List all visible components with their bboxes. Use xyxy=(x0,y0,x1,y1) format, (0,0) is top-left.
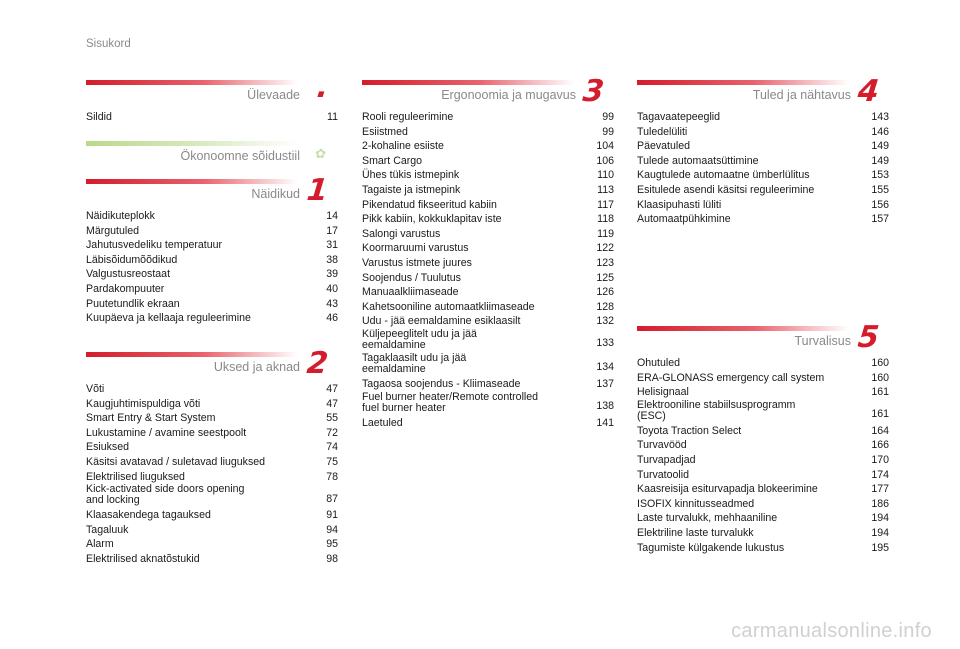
entry-title: Tuledelüliti xyxy=(637,125,688,138)
toc-entry[interactable] xyxy=(362,256,614,271)
page-number: 11 xyxy=(327,111,338,123)
section-rule xyxy=(86,179,298,184)
entry-title: Automaatpühkimine xyxy=(637,213,731,226)
entry-title: Tagumiste külgakende lukustus xyxy=(637,541,785,554)
page-number: 46 xyxy=(326,312,338,325)
toc-entry[interactable] xyxy=(86,484,338,506)
page-number: 122 xyxy=(596,242,614,255)
toc-entry[interactable] xyxy=(86,224,338,239)
entry-title: Kaugtulede automaatne ümberlülitus xyxy=(637,169,810,182)
entry-title: Smart Cargo xyxy=(362,154,423,167)
section-title: Uksed ja aknad xyxy=(213,360,300,374)
section-title: Ergonoomia ja mugavus xyxy=(441,88,576,102)
toc-entry[interactable] xyxy=(362,353,614,375)
toc-entry[interactable] xyxy=(86,440,338,455)
toc-entry[interactable] xyxy=(637,139,889,154)
toc-entry[interactable] xyxy=(637,154,889,169)
entry-title: Manuaalkliimaseade xyxy=(362,286,459,299)
entry-title: Valgustusreostaat xyxy=(86,268,171,281)
toc-entry[interactable] xyxy=(362,110,614,125)
entry-list xyxy=(86,209,338,326)
page-number: 153 xyxy=(871,169,889,182)
page-number: 72 xyxy=(326,426,338,439)
toc-entry[interactable] xyxy=(362,285,614,300)
page-number: 134 xyxy=(596,361,614,374)
page-number: 166 xyxy=(871,439,889,452)
entry-title: Ühes tükis istmepink xyxy=(362,169,460,182)
toc-entry[interactable] xyxy=(637,125,889,140)
section-header xyxy=(86,346,338,382)
entry-title: Esiistmed xyxy=(362,125,408,138)
page-number: 149 xyxy=(871,154,889,167)
entry-title: Päevatuled xyxy=(637,140,691,153)
entry-title: Tagaluuk xyxy=(86,523,129,536)
section-rule xyxy=(637,80,849,85)
page-number: 161 xyxy=(871,386,889,399)
entry-title: Tagaiste ja istmepink xyxy=(362,183,461,196)
section-rule xyxy=(637,326,849,331)
page-number: 43 xyxy=(326,297,338,310)
toc-entry[interactable] xyxy=(637,400,889,422)
entry-title: Toyota Traction Select xyxy=(637,424,742,437)
entry-title: Laste turvalukk, mehhaaniline xyxy=(637,512,778,525)
entry-title: Laetuled xyxy=(362,416,403,429)
entry-title: Varustus istmete juures xyxy=(362,256,472,269)
page-number: 160 xyxy=(871,371,889,384)
entry-title: Elektrilised aknatõstukid xyxy=(86,552,200,565)
section-header xyxy=(86,70,338,110)
page-number: 174 xyxy=(871,468,889,481)
page-number: 195 xyxy=(871,541,889,554)
toc-entry[interactable] xyxy=(362,300,614,315)
toc-entry[interactable] xyxy=(362,154,614,169)
page-number: 47 xyxy=(326,397,338,410)
section-rule xyxy=(86,141,298,146)
page-number: 160 xyxy=(871,357,889,369)
toc-entry[interactable] xyxy=(86,238,338,253)
page-number: 87 xyxy=(326,492,338,505)
entry-title: Pardakompuuter xyxy=(86,282,165,295)
page-number: 149 xyxy=(871,140,889,153)
leaf-icon: ✿ xyxy=(314,147,327,162)
page-number: 177 xyxy=(871,483,889,496)
toc-entry[interactable] xyxy=(86,411,338,426)
toc-entry[interactable] xyxy=(637,371,889,386)
page-number: 137 xyxy=(596,377,614,390)
entry-title: Kick-activated side doors opening and locking xyxy=(86,483,245,507)
section-header xyxy=(637,320,889,356)
toc-entry[interactable] xyxy=(362,198,614,213)
section-title: Ökonoomne sõidustiil xyxy=(180,149,300,163)
toc-entry[interactable] xyxy=(362,416,614,431)
section-access xyxy=(86,346,338,567)
toc-entry[interactable] xyxy=(637,424,889,439)
toc-entry[interactable] xyxy=(637,198,889,213)
section-header xyxy=(362,74,614,110)
page-number: 155 xyxy=(871,183,889,196)
toc-entry[interactable] xyxy=(362,125,614,140)
section-header xyxy=(86,173,338,209)
entry-title: Märgutuled xyxy=(86,224,139,237)
page-number: 128 xyxy=(596,300,614,313)
page-number: 133 xyxy=(596,337,614,350)
toc-entry[interactable] xyxy=(362,392,614,414)
entry-title: Jahutusvedeliku temperatuur xyxy=(86,239,223,252)
page-number: 78 xyxy=(326,470,338,483)
toc-entry[interactable] xyxy=(362,227,614,242)
entry-title: Helisignaal xyxy=(637,386,689,399)
page-number: 186 xyxy=(871,497,889,510)
page-number: 164 xyxy=(871,424,889,437)
entry-title: Turvapadjad xyxy=(637,453,696,466)
entry-title: ISOFIX kinnitusseadmed xyxy=(637,497,755,510)
section-number: 5 xyxy=(856,320,881,355)
entry-title: Soojendus / Tuulutus xyxy=(362,271,461,284)
entry-title: Rooli reguleerimine xyxy=(362,111,454,123)
toc-entry[interactable] xyxy=(637,526,889,541)
page-number: 74 xyxy=(326,441,338,454)
entry-title: Pikendatud fikseeritud kabiin xyxy=(362,198,497,211)
toc-entry[interactable] xyxy=(637,497,889,512)
entry-title: Fuel burner heater/Remote controlled fuel burner heater xyxy=(362,390,539,414)
toc-entry[interactable] xyxy=(637,468,889,483)
page-number: 39 xyxy=(326,268,338,281)
entry-title: Pikk kabiin, kokkuklapitav iste xyxy=(362,213,502,226)
toc-entry[interactable] xyxy=(362,271,614,286)
toc-entry[interactable] xyxy=(637,541,889,556)
toc-entry[interactable] xyxy=(86,267,338,282)
entry-title: Kuupäeva ja kellaaja reguleerimine xyxy=(86,312,251,325)
toc-entry[interactable] xyxy=(86,455,338,470)
entry-title: Ohutuled xyxy=(637,357,680,369)
toc-entry[interactable] xyxy=(362,329,614,351)
entry-title: Sildid xyxy=(86,111,112,123)
page-number: 143 xyxy=(871,111,889,123)
section-number: 2 xyxy=(305,346,330,381)
entry-title: Kaasreisija esiturvapadja blokeerimine xyxy=(637,483,818,496)
section-number: 1 xyxy=(305,173,330,208)
page-number: 141 xyxy=(596,416,614,429)
entry-title: Klaasipuhasti lüliti xyxy=(637,198,722,211)
toc-entry[interactable] xyxy=(86,110,338,125)
page-number: 17 xyxy=(326,224,338,237)
entry-title: Tulede automaatsüttimine xyxy=(637,154,759,167)
entry-title: Esitulede asendi käsitsi reguleerimine xyxy=(637,183,815,196)
section-safety xyxy=(637,320,889,555)
toc-entry[interactable] xyxy=(637,385,889,400)
entry-title: Salongi varustus xyxy=(362,227,441,240)
watermark: carmanualsonline.info xyxy=(731,620,932,642)
entry-title: Kaugjuhtimispuldiga võti xyxy=(86,397,201,410)
toc-entry[interactable] xyxy=(637,168,889,183)
page-number: 132 xyxy=(596,315,614,328)
toc-entry[interactable] xyxy=(637,511,889,526)
page-number: 75 xyxy=(326,455,338,468)
section-header xyxy=(637,74,889,110)
toc-entry[interactable] xyxy=(637,356,889,371)
page-number: 104 xyxy=(596,140,614,153)
toc-entry[interactable] xyxy=(86,282,338,297)
entry-title: Koormaruumi varustus xyxy=(362,242,469,255)
page-number: 146 xyxy=(871,125,889,138)
page-number: 55 xyxy=(326,412,338,425)
toc-entry[interactable] xyxy=(86,523,338,538)
page-number: 157 xyxy=(871,213,889,226)
toc-entry[interactable] xyxy=(86,552,338,567)
toc-entry[interactable] xyxy=(86,397,338,412)
entry-title: Udu - jää eemaldamine esiklaasilt xyxy=(362,315,521,328)
entry-title: Elektrilised liuguksed xyxy=(86,470,185,483)
page-number: 125 xyxy=(596,271,614,284)
page-number: 117 xyxy=(597,198,614,211)
toc-entry[interactable] xyxy=(637,482,889,497)
entry-title: Puutetundlik ekraan xyxy=(86,297,180,310)
page-number: 138 xyxy=(596,399,614,412)
section-instruments xyxy=(86,173,338,326)
toc-entry[interactable] xyxy=(637,438,889,453)
section-title: Turvalisus xyxy=(794,334,851,348)
entry-title: Kahetsooniline automaatkliimaseade xyxy=(362,300,535,313)
toc-entry[interactable] xyxy=(86,508,338,523)
entry-title: Esiuksed xyxy=(86,441,129,454)
section-title: Tuled ja nähtavus xyxy=(752,88,851,102)
toc-entry[interactable] xyxy=(86,537,338,552)
toc-entry[interactable] xyxy=(86,297,338,312)
entry-title: Turvavööd xyxy=(637,439,687,452)
entry-title: Elektrooniline stabiilsusprogramm (ESC) xyxy=(637,398,796,422)
page-number: 47 xyxy=(326,383,338,395)
page-number: 99 xyxy=(602,111,614,123)
entry-title: Näidikuteplokk xyxy=(86,210,155,222)
entry-list xyxy=(362,110,614,430)
page-number: 40 xyxy=(326,282,338,295)
entry-title: Küljepeeglitelt udu ja jää eemaldamine xyxy=(362,327,477,351)
toc-entry[interactable] xyxy=(637,110,889,125)
page-number: 126 xyxy=(596,286,614,299)
page-number: 118 xyxy=(597,213,614,226)
section-title: Näidikud xyxy=(251,187,300,201)
entry-title: Klaasakendega tagauksed xyxy=(86,509,211,522)
page-number: 14 xyxy=(326,210,338,222)
toc-entry[interactable] xyxy=(362,314,614,329)
section-number: 3 xyxy=(581,74,606,109)
entry-list xyxy=(86,382,338,567)
toc-entry[interactable] xyxy=(86,470,338,485)
toc-entry[interactable] xyxy=(362,139,614,154)
page-number: 119 xyxy=(597,227,614,240)
page-header: Sisukord xyxy=(86,38,131,50)
entry-title: Tagaosa soojendus - Kliimaseade xyxy=(362,377,521,390)
section-rule xyxy=(86,352,298,357)
section-header xyxy=(86,141,338,171)
toc-entry[interactable] xyxy=(86,253,338,268)
entry-list xyxy=(637,356,889,555)
page-number: 123 xyxy=(596,256,614,269)
toc-entry[interactable] xyxy=(86,311,338,326)
section-rule xyxy=(362,80,574,85)
entry-title: Läbisõidumõõdikud xyxy=(86,253,178,266)
toc-entry[interactable] xyxy=(362,212,614,227)
entry-title: Lukustamine / avamine seestpoolt xyxy=(86,426,247,439)
entry-title: Elektriline laste turvalukk xyxy=(637,526,754,539)
page-number: 194 xyxy=(871,512,889,525)
toc-entry[interactable] xyxy=(86,382,338,397)
page-number: 95 xyxy=(326,538,338,551)
toc-entry[interactable] xyxy=(362,241,614,256)
toc-entry[interactable] xyxy=(637,212,889,227)
page-number: 156 xyxy=(871,198,889,211)
toc-entry[interactable] xyxy=(637,183,889,198)
entry-title: Tagaklaasilt udu ja jää eemaldamine xyxy=(362,351,467,375)
entry-title: Turvatoolid xyxy=(637,468,690,481)
entry-title: Tagavaatepeeglid xyxy=(637,111,721,123)
toc-entry[interactable] xyxy=(362,377,614,392)
section-lighting xyxy=(637,74,889,227)
entry-title: Võti xyxy=(86,383,105,395)
page-number: 98 xyxy=(326,552,338,565)
page-number: 110 xyxy=(597,169,614,182)
page-number: 170 xyxy=(871,453,889,466)
toc-entry[interactable] xyxy=(86,426,338,441)
section-ergonomics xyxy=(362,74,614,430)
page-number: 194 xyxy=(871,526,889,539)
section-overview xyxy=(86,70,338,125)
toc-entry[interactable] xyxy=(362,168,614,183)
page-number: 106 xyxy=(596,154,614,167)
section-title: Ülevaade xyxy=(247,88,300,102)
entry-title: Smart Entry & Start System xyxy=(86,412,216,425)
entry-title: Alarm xyxy=(86,538,114,551)
toc-entry[interactable] xyxy=(362,183,614,198)
entry-list xyxy=(86,110,338,125)
section-number: . xyxy=(314,70,330,105)
page-number: 161 xyxy=(871,408,889,421)
entry-title: 2-kohaline esiiste xyxy=(362,140,444,153)
page-number: 94 xyxy=(326,523,338,536)
page-number: 38 xyxy=(326,253,338,266)
page-number: 91 xyxy=(326,509,338,522)
entry-title: ERA-GLONASS emergency call system xyxy=(637,371,825,384)
toc-entry[interactable] xyxy=(637,453,889,468)
entry-list xyxy=(637,110,889,227)
section-number: 4 xyxy=(856,74,881,109)
entry-title: Käsitsi avatavad / suletavad liuguksed xyxy=(86,455,266,468)
toc-entry[interactable] xyxy=(86,209,338,224)
page-number: 99 xyxy=(602,125,614,138)
page-number: 31 xyxy=(326,239,338,252)
page-number: 113 xyxy=(597,183,614,196)
section-eco xyxy=(86,141,338,171)
section-rule xyxy=(86,80,298,85)
